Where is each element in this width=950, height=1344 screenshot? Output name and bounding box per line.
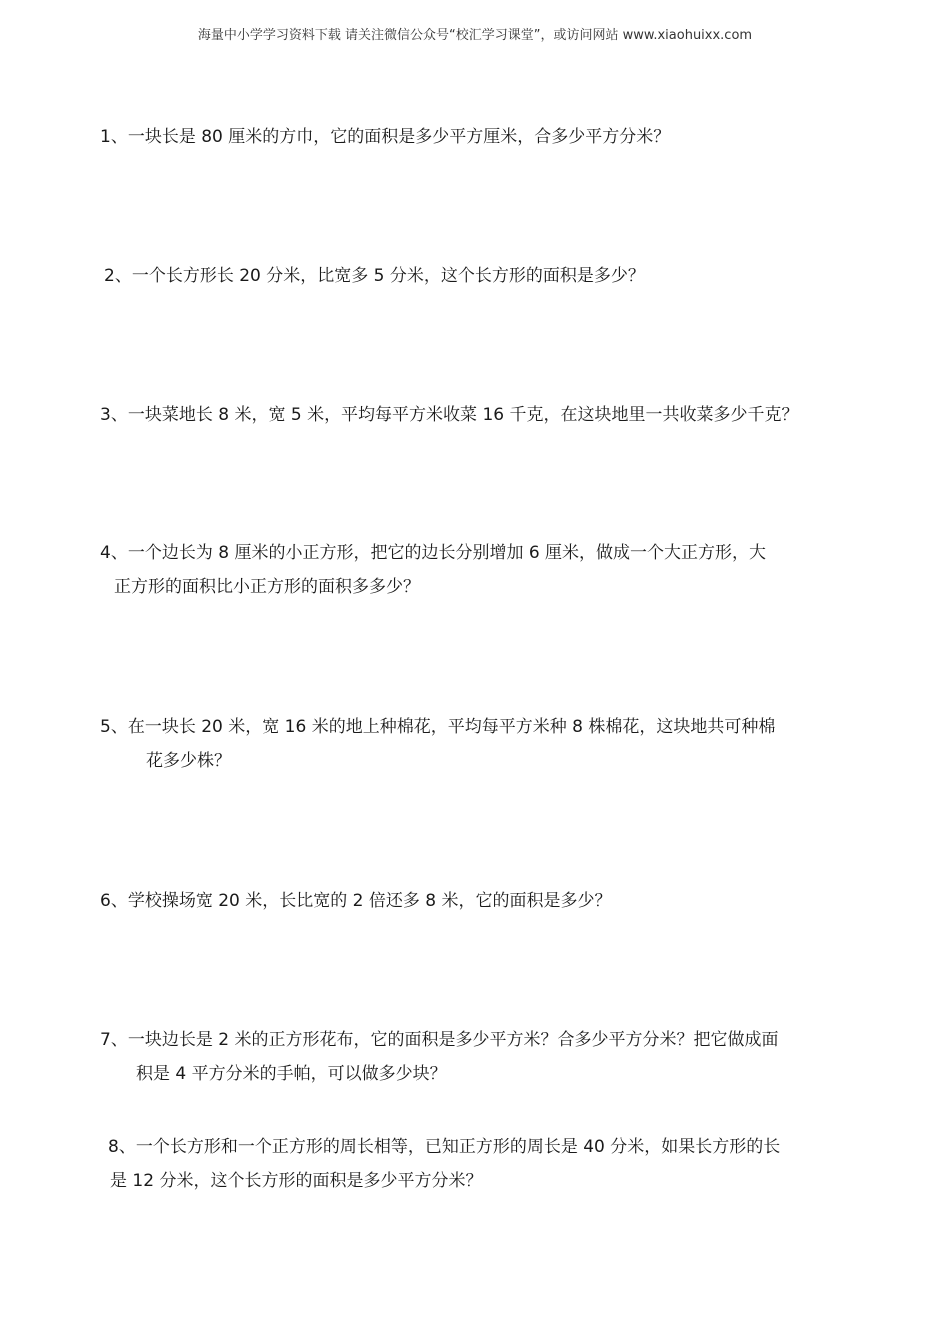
question-5 [100, 710, 775, 778]
question-3-line-1: 3、一块菜地长 8 米，宽 5 米，平均每平方米收菜 16 千克，在这块地里一共收菜多少千克？ [100, 405, 799, 425]
question-4 [100, 536, 766, 604]
question-7-line-1: 7、一块边长是 2 米的正方形花布，它的面积是多少平方米？合多少平方分米？把它做成面 [100, 1030, 779, 1050]
question-5-line-2: 花多少株？ [146, 751, 231, 771]
question-1-line-1: 1、一块长是 80 厘米的方巾，它的面积是多少平方厘米，合多少平方分米？ [100, 127, 671, 147]
question-8-line-1: 8、一个长方形和一个正方形的周长相等，已知正方形的周长是 40 分米，如果长方形的长 [108, 1137, 781, 1157]
question-4-line-2: 正方形的面积比小正方形的面积多多少？ [114, 577, 420, 597]
question-7-line-2: 积是 4 平方分米的手帕，可以做多少块？ [136, 1064, 447, 1084]
question-2 [104, 259, 645, 293]
question-5-line-1: 5、在一块长 20 米，宽 16 米的地上种棉花，平均每平方米种 8 株棉花，这块地共可种棉 [100, 717, 776, 737]
question-1 [100, 120, 670, 154]
question-4-line-1: 4、一个边长为 8 厘米的小正方形，把它的边长分别增加 6 厘米，做成一个大正方形，大 [100, 543, 767, 563]
question-7 [100, 1023, 778, 1091]
question-8-line-2: 是 12 分米，这个长方形的面积是多少平方分米？ [110, 1171, 483, 1191]
page-header: 海量中小学学习资料下载 请关注微信公众号“校汇学习课堂”，或访问网站 www.xiaohuixx.com [197, 28, 753, 43]
question-6-line-1: 6、学校操场宽 20 米，长比宽的 2 倍还多 8 米，它的面积是多少？ [100, 891, 612, 911]
question-2-line-1: 2、一个长方形长 20 分米，比宽多 5 分米，这个长方形的面积是多少？ [104, 266, 645, 286]
question-3 [100, 398, 799, 432]
question-8 [108, 1130, 780, 1198]
question-6 [100, 884, 612, 918]
